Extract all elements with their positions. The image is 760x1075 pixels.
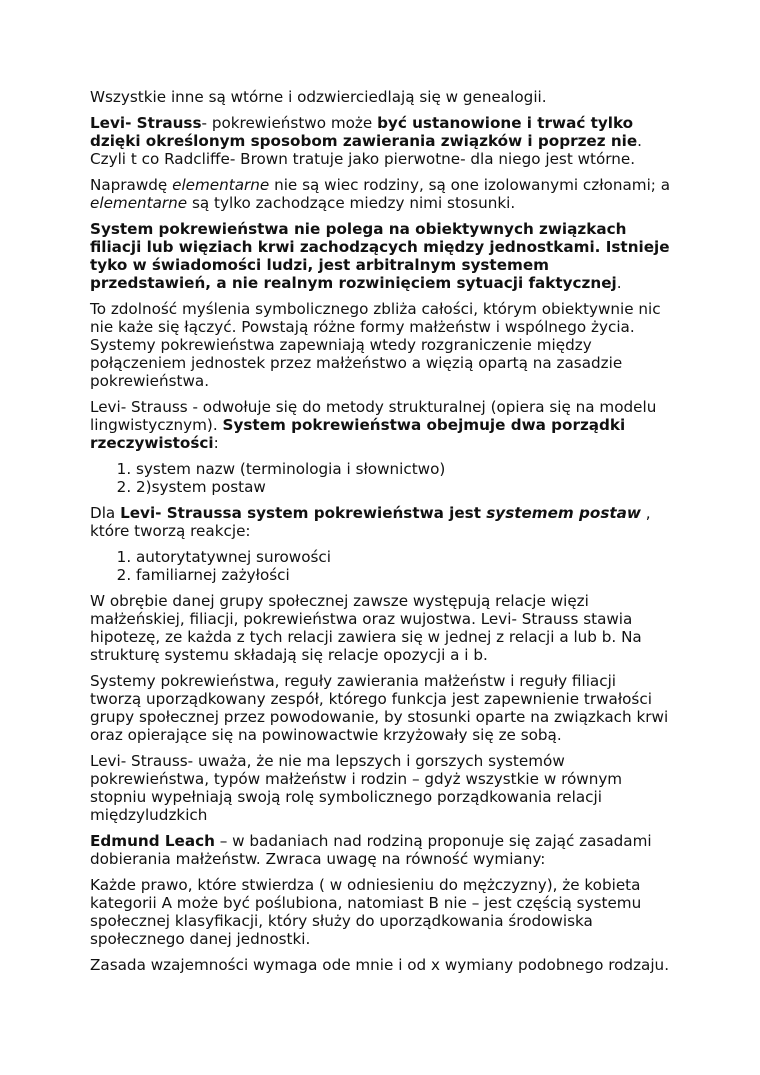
paragraph-kinship-system-bold: System pokrewieństwa nie polega na obiektywnych związkach filiacji lub więziach krwi zachodzących między jednostkami. Istnieje tyko w świadomości ludzi, jest arbitralnym systemem przedstawień, a nie realnym rozwinięciem sytuacji faktycznej. (90, 220, 670, 292)
paragraph-system-of-attitudes: Dla Levi- Straussa system pokrewieństwa jest systemem postaw , które tworzą reakcje: (90, 504, 651, 540)
bold-statement: System pokrewieństwa nie polega na obiektywnych związkach filiacji lub więziach krwi zachodzących między jednostkami. Istnieje tyko w świadomości ludzi, jest arbitralnym systemem przedstawień, a nie realnym rozwinięciem sytuacji faktycznej (90, 220, 670, 292)
italic-term: elementarne (172, 176, 270, 194)
list-item: 1. autorytatywnej surowości (136, 548, 672, 566)
paragraph-symbolic-thinking: To zdolność myślenia symbolicznego zbliża całości, którym obiektywnie nic nie każe się łączyć. Powstają różne formy małżeństw i wspólnego życia. Systemy pokrewieństwa zapewniają wtedy rozgraniczenie między połączeniem jednostek przez małżeństwo a więzią opartą na zasadzie pokrewieństwa. (90, 300, 661, 390)
author-name: Edmund Leach (90, 832, 215, 850)
list-item: 2. familiarnej zażyłości (136, 566, 672, 584)
list-two-orders (90, 460, 672, 496)
list-reactions (90, 548, 672, 584)
paragraph-no-better-systems: Levi- Strauss- uważa, że nie ma lepszych i gorszych systemów pokrewieństwa, typów małżeństw i rodzin – gdyż wszystkie w równym stopniu wypełniają swoją rolę symbolicznego porządkowania relacji międzyludzkich (90, 752, 623, 824)
paragraph-relations: W obrębie danej grupy społecznej zawsze występują relacje więzi małżeńskiej, filiacji, pokrewieństwa oraz wujostwa. Levi- Strauss stawia hipotezę, ze każda z tych relacji zawiera się w jednej z relacji a lub b. Na strukturę systemu składają się relacje opozycji a i b. (90, 592, 642, 664)
document-page (90, 88, 672, 982)
paragraph-edmund-leach: Edmund Leach – w badaniach nad rodziną proponuje się zająć zasadami dobierania małżeństw. Zwraca uwagę na równość wymiany: (90, 832, 652, 868)
paragraph-levi-strauss-kinship: Levi- Strauss- pokrewieństwo może być ustanowione i trwać tylko dzięki określonym sposobom zawierania związków i poprzez nie. Czyli t co Radcliffe- Brown tratuje jako pierwotne- dla niego jest wtórne. (90, 114, 642, 168)
paragraph-classification: Każde prawo, które stwierdza ( w odniesieniu do mężczyzny), że kobieta kategorii A może być poślubiona, natomiast B nie – jest częścią systemu społecznej klasyfikacji, który służy do uporządkowania środowiska społecznego danej jednostki. (90, 876, 642, 948)
bold-statement: być ustanowione i trwać tylko dzięki określonym sposobom zawierania związków i poprzez nie (90, 114, 638, 150)
list-item: 1. system nazw (terminologia i słownictwo) (136, 460, 672, 478)
bold-italic-term: systemem postaw (486, 504, 641, 522)
bold-statement: Levi- Straussa system pokrewieństwa jest (120, 504, 487, 522)
paragraph-reciprocity: Zasada wzajemności wymaga ode mnie i od x wymiany podobnego rodzaju. (90, 956, 670, 974)
list-item: 2. 2)system postaw (136, 478, 672, 496)
paragraph-structural-method: Levi- Strauss - odwołuje się do metody strukturalnej (opiera się na modelu lingwistycznym). System pokrewieństwa obejmuje dwa porządki rzeczywistości: (90, 398, 657, 452)
paragraph-genealogy: Wszystkie inne są wtórne i odzwierciedlają się w genealogii. (90, 88, 547, 106)
author-name: Levi- Strauss (90, 114, 202, 132)
paragraph-marriage-rules: Systemy pokrewieństwa, reguły zawierania małżeństw i reguły filiacji tworzą uporządkowany zespół, którego funkcja jest zapewnienie trwałości grupy społecznej przez powodowanie, by stosunki oparte na związkach krwi oraz opierające się na powinowactwie krzyżowały się ze sobą. (90, 672, 669, 744)
paragraph-elementary: Naprawdę elementarne nie są wiec rodziny, są one izolowanymi członami; a elementarne są tylko zachodzące miedzy nimi stosunki. (90, 176, 671, 212)
italic-term: elementarne (90, 194, 188, 212)
bold-statement: System pokrewieństwa obejmuje dwa porządki rzeczywistości (90, 416, 626, 452)
